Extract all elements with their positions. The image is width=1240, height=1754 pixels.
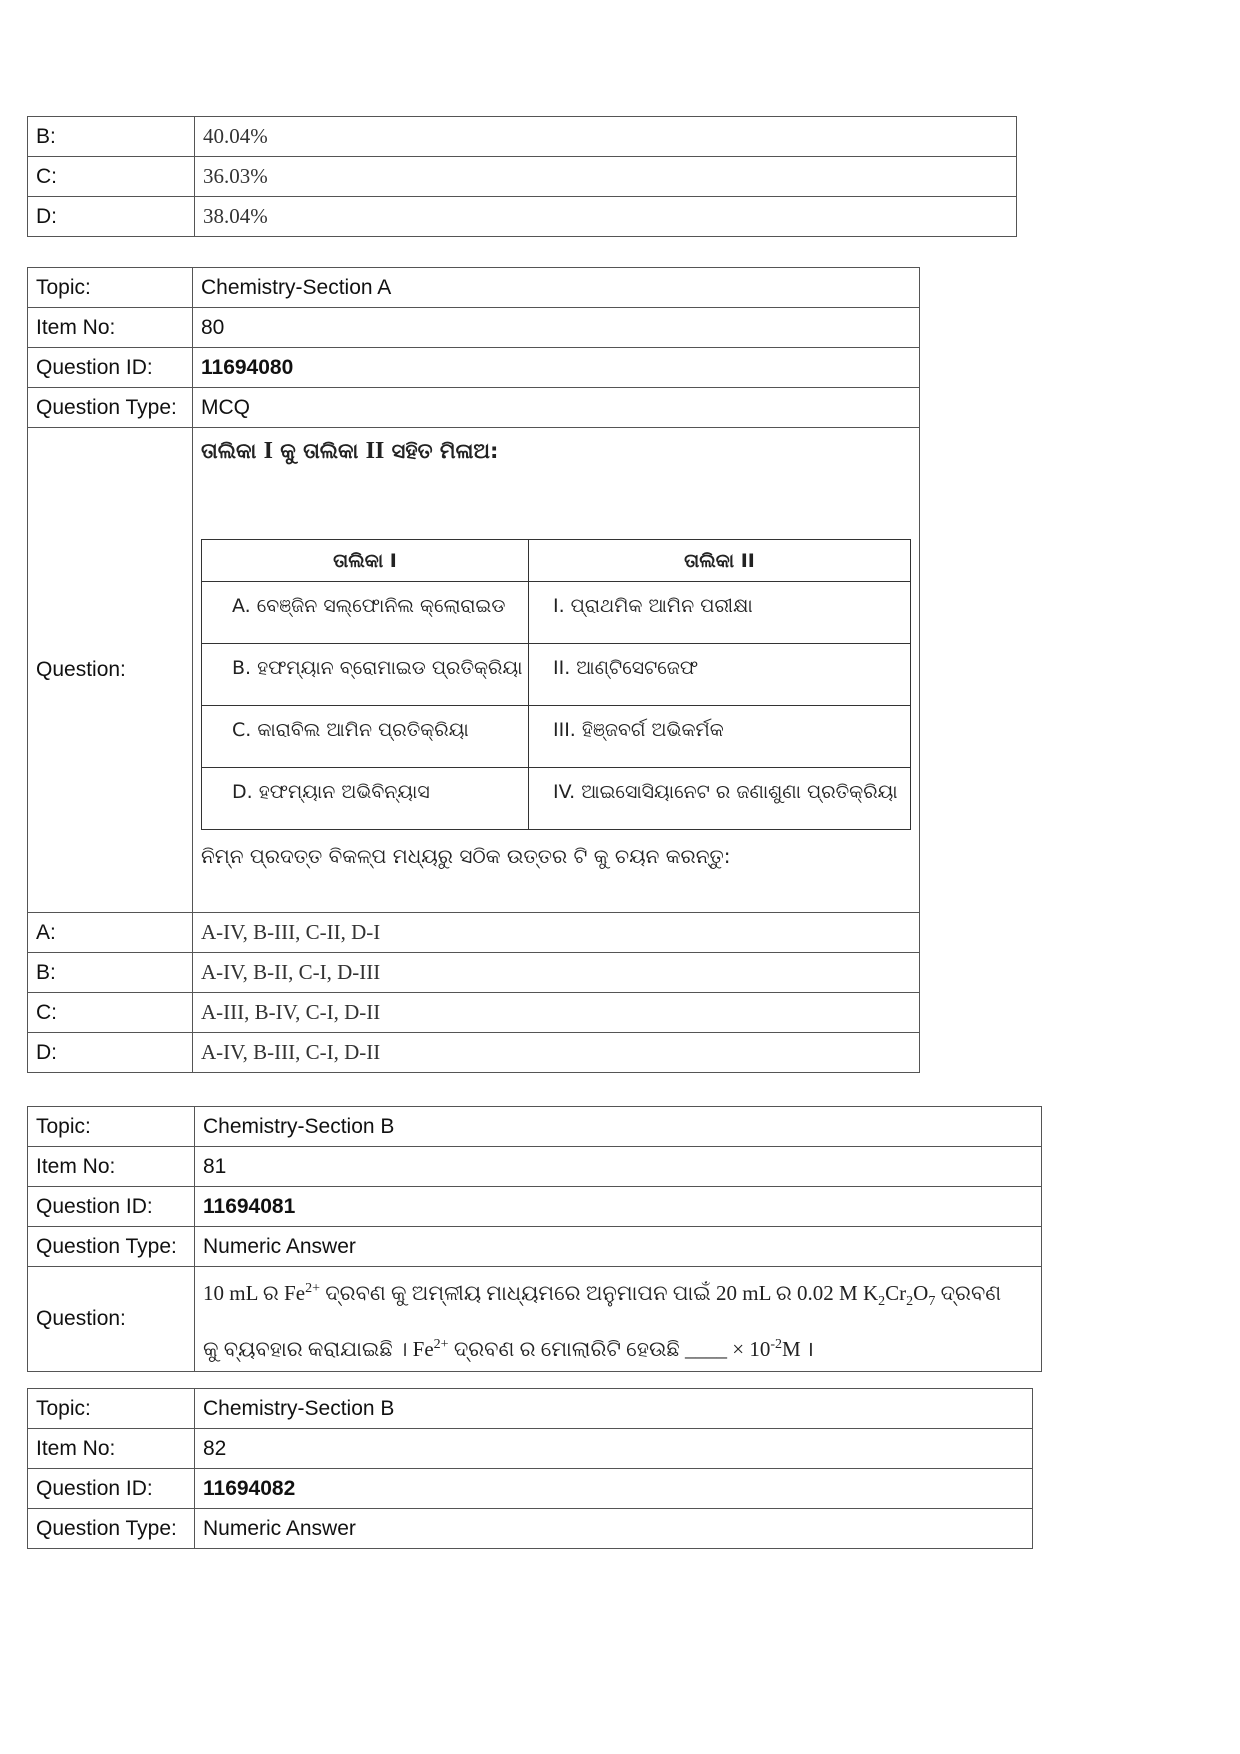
question-81-table: [27, 1106, 1042, 1372]
question-type-row: [28, 1227, 1042, 1267]
list-1-item: B. ହଫମ୍ୟାନ ବ୍ରୋମାଇଡ ପ୍ରତିକ୍ରିୟା: [202, 644, 529, 706]
topic-label: Topic:: [28, 1389, 195, 1429]
question-instruction: ନିମ୍ନ ପ୍ରଦତ୍ତ ବିକଳ୍ପ ମଧ୍ୟରୁ ସଠିକ ଉତ୍ତର ଟି କୁ ଚୟନ କରନ୍ତୁ:: [201, 844, 731, 868]
option-label: C:: [28, 157, 195, 197]
list-2-item: I. ପ୍ରାଥମିକ ଆମିନ ପରୀକ୍ଷା: [529, 582, 911, 644]
question-type-row: [28, 1509, 1033, 1549]
option-row: [28, 953, 920, 993]
topic-row: [28, 1107, 1042, 1147]
question-82-table: [27, 1388, 1033, 1549]
question-id-row: [28, 348, 920, 388]
question-type-label: Question Type:: [28, 1509, 195, 1549]
topic-row: [28, 1389, 1033, 1429]
item-row: [28, 1429, 1033, 1469]
item-label: Item No:: [28, 1429, 195, 1469]
question-id-value: 11694080: [193, 348, 920, 388]
item-value: 80: [193, 308, 920, 348]
question-id-label: Question ID:: [28, 1187, 195, 1227]
list-1-item: D. ହଫମ୍ୟାନ ଅଭିବିନ୍ୟାସ: [202, 768, 529, 830]
option-label: B:: [28, 953, 193, 993]
list-2-header: ତାଲିକା II: [529, 540, 911, 582]
option-row: [28, 197, 1017, 237]
question-id-row: [28, 1187, 1042, 1227]
question-id-value: 11694082: [195, 1469, 1033, 1509]
list-1-item: C. କାରାବିଲ ଆମିନ ପ୍ରତିକ୍ରିୟା: [202, 706, 529, 768]
topic-value: Chemistry-Section A: [193, 268, 920, 308]
question-type-value: Numeric Answer: [195, 1227, 1042, 1267]
option-row: [28, 993, 920, 1033]
option-value: A-IV, B-II, C-I, D-III: [193, 953, 920, 993]
option-label: D:: [28, 1033, 193, 1073]
prev-question-options-table: [27, 116, 1017, 237]
question-label: Question:: [28, 428, 193, 913]
list-2-item: II. ଆଣ୍ଟିସେଟଜେଫ: [529, 644, 911, 706]
topic-row: [28, 268, 920, 308]
topic-value: Chemistry-Section B: [195, 1389, 1033, 1429]
item-label: Item No:: [28, 308, 193, 348]
option-value: A-III, B-IV, C-I, D-II: [193, 993, 920, 1033]
option-label: C:: [28, 993, 193, 1033]
option-value: 40.04%: [195, 117, 1017, 157]
question-row: [28, 428, 920, 913]
item-row: [28, 1147, 1042, 1187]
item-value: 82: [195, 1429, 1033, 1469]
question-id-label: Question ID:: [28, 1469, 195, 1509]
item-row: [28, 308, 920, 348]
match-list-table: [201, 539, 911, 830]
topic-label: Topic:: [28, 1107, 195, 1147]
match-row: [202, 644, 911, 706]
list-1-header: ତାଲିକା I: [202, 540, 529, 582]
match-row: [202, 706, 911, 768]
option-value: 38.04%: [195, 197, 1017, 237]
question-prompt: ତାଲିକା I କୁ ତାଲିକା II ସହିତ ମିଳାଅ:: [201, 438, 499, 464]
topic-label: Topic:: [28, 268, 193, 308]
item-value: 81: [195, 1147, 1042, 1187]
option-label: B:: [28, 117, 195, 157]
list-2-item: III. ହିଞ୍ଜବର୍ଗ ଅଭିକର୍ମକ: [529, 706, 911, 768]
option-value: A-IV, B-III, C-II, D-I: [193, 913, 920, 953]
question-id-value: 11694081: [195, 1187, 1042, 1227]
question-body: [193, 428, 920, 913]
option-row: [28, 913, 920, 953]
question-row: [28, 1267, 1042, 1372]
topic-value: Chemistry-Section B: [195, 1107, 1042, 1147]
item-label: Item No:: [28, 1147, 195, 1187]
question-id-row: [28, 1469, 1033, 1509]
match-row: [202, 582, 911, 644]
option-row: [28, 117, 1017, 157]
question-type-value: Numeric Answer: [195, 1509, 1033, 1549]
option-label: A:: [28, 913, 193, 953]
question-type-label: Question Type:: [28, 388, 193, 428]
option-row: [28, 1033, 920, 1073]
option-value: 36.03%: [195, 157, 1017, 197]
question-type-row: [28, 388, 920, 428]
option-label: D:: [28, 197, 195, 237]
question-type-label: Question Type:: [28, 1227, 195, 1267]
question-id-label: Question ID:: [28, 348, 193, 388]
question-text: 10 mL ର $Fe^{2+}$ ଦ୍ରବଣ କୁ ଅମ୍ଳୀୟ ମାଧ୍ୟମରେ ଅନୁମାପନ ପାଇଁ 20 mL ର 0.02 M $K_2Cr_2O_7$ ଦ୍ରବଣ କୁ ବ୍ୟବହାର କରାଯାଇଛି । $Fe^{2+}$ ଦ୍ରବଣ ର ମୋଲାରିଟି ହେଉଛି ____ × $10^{-2}M$ ।: [195, 1267, 1042, 1372]
question-80-table: [27, 267, 920, 1073]
list-1-item: A. ବେଞ୍ଜିନ ସଲ୍ଫୋନିଲ କ୍ଲୋରାଇଡ: [202, 582, 529, 644]
question-label: Question:: [28, 1267, 195, 1372]
match-row: [202, 768, 911, 830]
option-row: [28, 157, 1017, 197]
question-type-value: MCQ: [193, 388, 920, 428]
option-value: A-IV, B-III, C-I, D-II: [193, 1033, 920, 1073]
list-2-item: IV. ଆଇସୋସିୟାନେଟ ର ଜଣାଶୁଣା ପ୍ରତିକ୍ରିୟା: [529, 768, 911, 830]
